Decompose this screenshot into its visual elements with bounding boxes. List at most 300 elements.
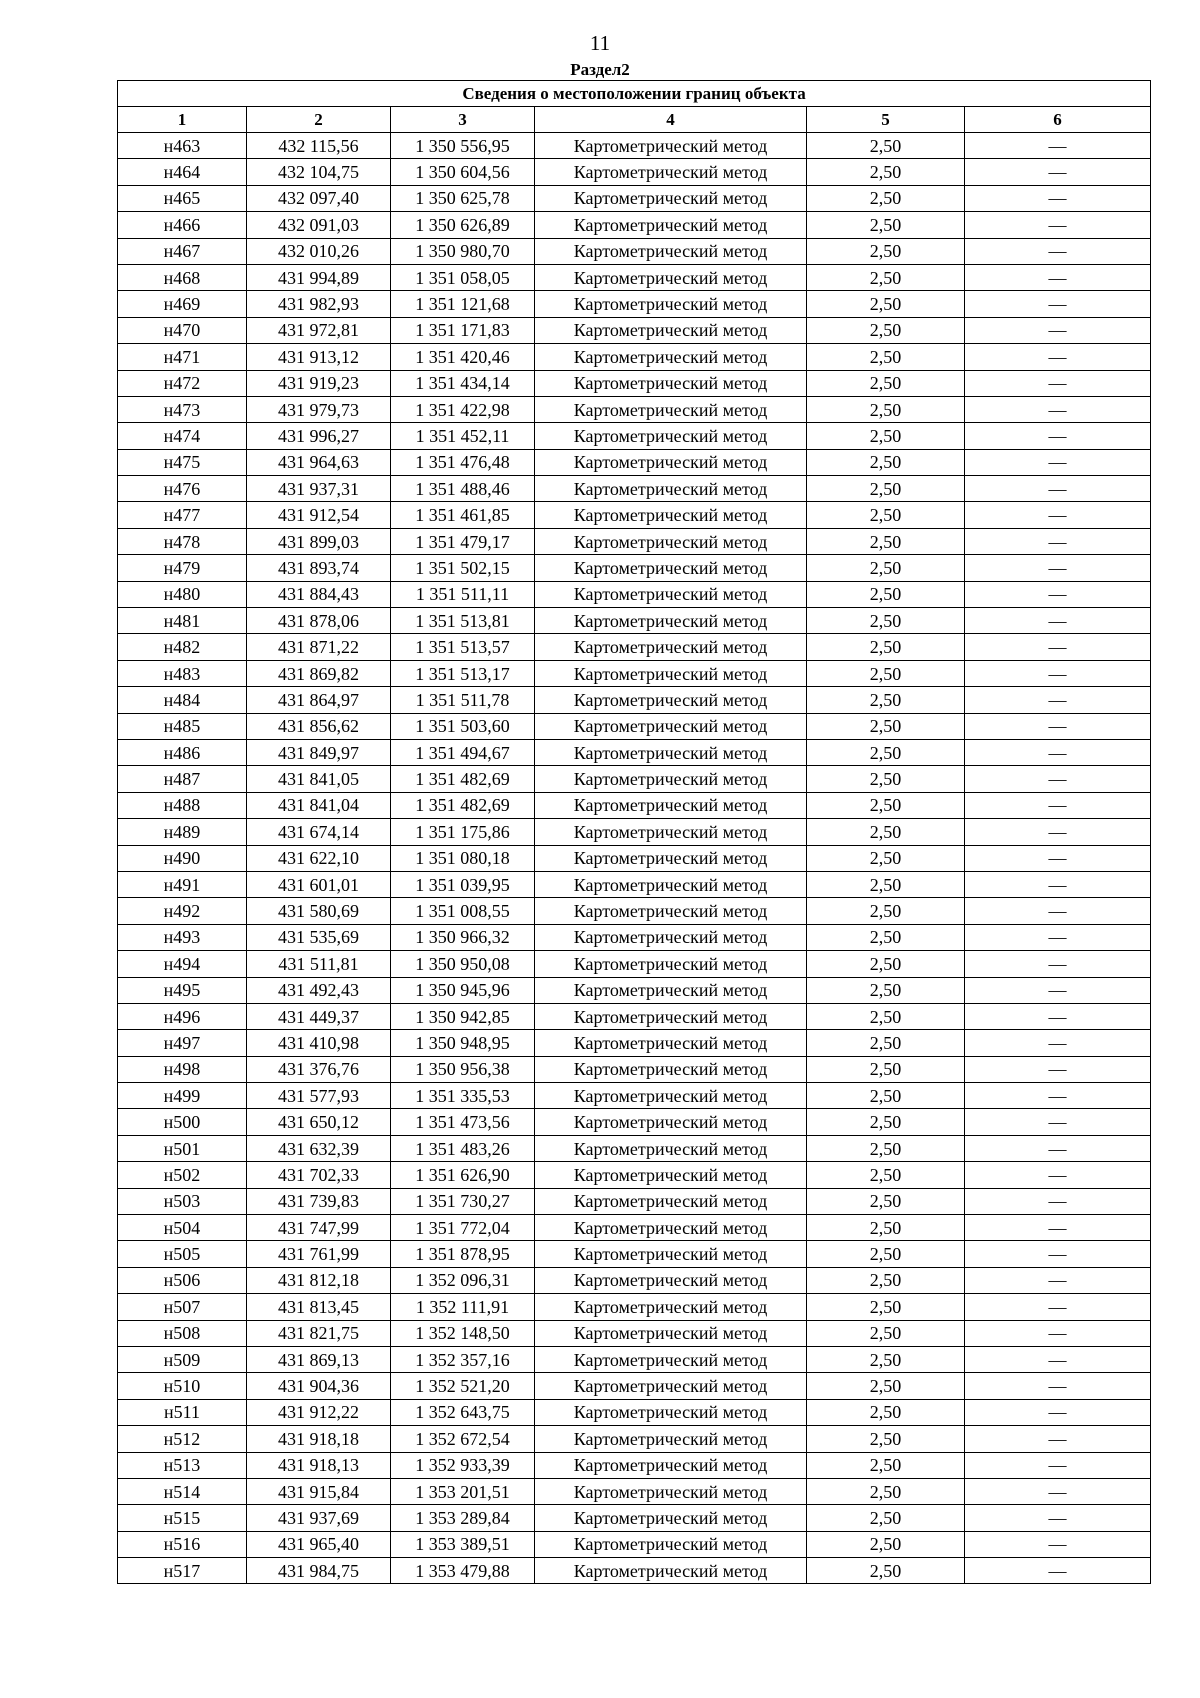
- description-cell: —: [965, 898, 1151, 924]
- description-cell: —: [965, 819, 1151, 845]
- x-coordinate-cell: 432 115,56: [247, 133, 391, 159]
- method-cell: Картометрический метод: [535, 185, 807, 211]
- x-coordinate-cell: 431 841,04: [247, 792, 391, 818]
- point-number-cell: н506: [118, 1267, 247, 1293]
- y-coordinate-cell: 1 351 476,48: [391, 449, 535, 475]
- x-coordinate-cell: 431 871,22: [247, 634, 391, 660]
- y-coordinate-cell: 1 350 956,38: [391, 1056, 535, 1082]
- point-number-cell: н469: [118, 291, 247, 317]
- table-row: [118, 212, 1151, 238]
- method-cell: Картометрический метод: [535, 555, 807, 581]
- table-row: [118, 1109, 1151, 1135]
- method-cell: Картометрический метод: [535, 1531, 807, 1557]
- x-coordinate-cell: 431 747,99: [247, 1215, 391, 1241]
- accuracy-cell: 2,50: [807, 1188, 965, 1214]
- method-cell: Картометрический метод: [535, 1267, 807, 1293]
- accuracy-cell: 2,50: [807, 1109, 965, 1135]
- table-row: [118, 608, 1151, 634]
- y-coordinate-cell: 1 351 502,15: [391, 555, 535, 581]
- method-cell: Картометрический метод: [535, 1241, 807, 1267]
- table-row: [118, 291, 1151, 317]
- y-coordinate-cell: 1 351 080,18: [391, 845, 535, 871]
- y-coordinate-cell: 1 353 479,88: [391, 1558, 535, 1584]
- y-coordinate-cell: 1 351 422,98: [391, 396, 535, 422]
- x-coordinate-cell: 431 622,10: [247, 845, 391, 871]
- x-coordinate-cell: 431 912,54: [247, 502, 391, 528]
- description-cell: —: [965, 608, 1151, 634]
- description-cell: —: [965, 555, 1151, 581]
- table-row: [118, 1320, 1151, 1346]
- description-cell: —: [965, 1558, 1151, 1584]
- point-number-cell: н492: [118, 898, 247, 924]
- table-row: [118, 396, 1151, 422]
- point-number-cell: н464: [118, 159, 247, 185]
- method-cell: Картометрический метод: [535, 502, 807, 528]
- accuracy-cell: 2,50: [807, 1426, 965, 1452]
- table-row: [118, 264, 1151, 290]
- accuracy-cell: 2,50: [807, 396, 965, 422]
- table-row: [118, 449, 1151, 475]
- table-row: [118, 1030, 1151, 1056]
- accuracy-cell: 2,50: [807, 1003, 965, 1029]
- accuracy-cell: 2,50: [807, 581, 965, 607]
- accuracy-cell: 2,50: [807, 1558, 965, 1584]
- table-row: [118, 1399, 1151, 1425]
- x-coordinate-cell: 431 601,01: [247, 871, 391, 897]
- table-body: [118, 133, 1151, 1584]
- column-header: 5: [807, 107, 965, 133]
- description-cell: —: [965, 845, 1151, 871]
- table-row: [118, 871, 1151, 897]
- y-coordinate-cell: 1 350 950,08: [391, 951, 535, 977]
- point-number-cell: н495: [118, 977, 247, 1003]
- accuracy-cell: 2,50: [807, 317, 965, 343]
- method-cell: Картометрический метод: [535, 1558, 807, 1584]
- y-coordinate-cell: 1 350 626,89: [391, 212, 535, 238]
- description-cell: —: [965, 264, 1151, 290]
- boundary-coordinates-table: [117, 80, 1151, 1584]
- x-coordinate-cell: 431 864,97: [247, 687, 391, 713]
- y-coordinate-cell: 1 352 096,31: [391, 1267, 535, 1293]
- x-coordinate-cell: 431 979,73: [247, 396, 391, 422]
- accuracy-cell: 2,50: [807, 739, 965, 765]
- method-cell: Картометрический метод: [535, 1135, 807, 1161]
- description-cell: —: [965, 185, 1151, 211]
- description-cell: —: [965, 660, 1151, 686]
- accuracy-cell: 2,50: [807, 977, 965, 1003]
- accuracy-cell: 2,50: [807, 1373, 965, 1399]
- point-number-cell: н510: [118, 1373, 247, 1399]
- y-coordinate-cell: 1 352 933,39: [391, 1452, 535, 1478]
- description-cell: —: [965, 1188, 1151, 1214]
- description-cell: —: [965, 634, 1151, 660]
- x-coordinate-cell: 431 511,81: [247, 951, 391, 977]
- method-cell: Картометрический метод: [535, 264, 807, 290]
- accuracy-cell: 2,50: [807, 449, 965, 475]
- description-cell: —: [965, 713, 1151, 739]
- point-number-cell: н504: [118, 1215, 247, 1241]
- y-coordinate-cell: 1 351 503,60: [391, 713, 535, 739]
- method-cell: Картометрический метод: [535, 1426, 807, 1452]
- accuracy-cell: 2,50: [807, 634, 965, 660]
- point-number-cell: н487: [118, 766, 247, 792]
- column-header: 1: [118, 107, 247, 133]
- description-cell: —: [965, 1452, 1151, 1478]
- accuracy-cell: 2,50: [807, 238, 965, 264]
- point-number-cell: н505: [118, 1241, 247, 1267]
- table-row: [118, 1083, 1151, 1109]
- accuracy-cell: 2,50: [807, 819, 965, 845]
- table-caption-row: [118, 81, 1151, 107]
- table-row: [118, 581, 1151, 607]
- table-row: [118, 898, 1151, 924]
- point-number-cell: н488: [118, 792, 247, 818]
- method-cell: Картометрический метод: [535, 792, 807, 818]
- table-row: [118, 238, 1151, 264]
- accuracy-cell: 2,50: [807, 528, 965, 554]
- y-coordinate-cell: 1 352 521,20: [391, 1373, 535, 1399]
- accuracy-cell: 2,50: [807, 1320, 965, 1346]
- accuracy-cell: 2,50: [807, 1478, 965, 1504]
- table-row: [118, 1373, 1151, 1399]
- point-number-cell: н489: [118, 819, 247, 845]
- table-row: [118, 1558, 1151, 1584]
- point-number-cell: н493: [118, 924, 247, 950]
- description-cell: —: [965, 1505, 1151, 1531]
- x-coordinate-cell: 431 856,62: [247, 713, 391, 739]
- point-number-cell: н477: [118, 502, 247, 528]
- column-header: 4: [535, 107, 807, 133]
- y-coordinate-cell: 1 350 604,56: [391, 159, 535, 185]
- method-cell: Картометрический метод: [535, 528, 807, 554]
- x-coordinate-cell: 431 996,27: [247, 423, 391, 449]
- y-coordinate-cell: 1 351 482,69: [391, 766, 535, 792]
- description-cell: —: [965, 1109, 1151, 1135]
- table-row: [118, 1003, 1151, 1029]
- table-row: [118, 1478, 1151, 1504]
- method-cell: Картометрический метод: [535, 871, 807, 897]
- method-cell: Картометрический метод: [535, 1215, 807, 1241]
- description-cell: —: [965, 528, 1151, 554]
- method-cell: Картометрический метод: [535, 766, 807, 792]
- table-row: [118, 819, 1151, 845]
- x-coordinate-cell: 431 919,23: [247, 370, 391, 396]
- point-number-cell: н500: [118, 1109, 247, 1135]
- y-coordinate-cell: 1 352 357,16: [391, 1346, 535, 1372]
- point-number-cell: н511: [118, 1399, 247, 1425]
- y-coordinate-cell: 1 353 289,84: [391, 1505, 535, 1531]
- point-number-cell: н471: [118, 344, 247, 370]
- y-coordinate-cell: 1 351 039,95: [391, 871, 535, 897]
- table-row: [118, 660, 1151, 686]
- y-coordinate-cell: 1 351 878,95: [391, 1241, 535, 1267]
- description-cell: —: [965, 1241, 1151, 1267]
- y-coordinate-cell: 1 350 980,70: [391, 238, 535, 264]
- method-cell: Картометрический метод: [535, 1056, 807, 1082]
- description-cell: —: [965, 133, 1151, 159]
- y-coordinate-cell: 1 353 201,51: [391, 1478, 535, 1504]
- y-coordinate-cell: 1 352 111,91: [391, 1294, 535, 1320]
- x-coordinate-cell: 431 812,18: [247, 1267, 391, 1293]
- x-coordinate-cell: 431 937,69: [247, 1505, 391, 1531]
- x-coordinate-cell: 431 984,75: [247, 1558, 391, 1584]
- x-coordinate-cell: 431 869,13: [247, 1346, 391, 1372]
- x-coordinate-cell: 431 492,43: [247, 977, 391, 1003]
- accuracy-cell: 2,50: [807, 291, 965, 317]
- table-row: [118, 370, 1151, 396]
- method-cell: Картометрический метод: [535, 1320, 807, 1346]
- point-number-cell: н467: [118, 238, 247, 264]
- accuracy-cell: 2,50: [807, 476, 965, 502]
- table-row: [118, 528, 1151, 554]
- y-coordinate-cell: 1 351 513,81: [391, 608, 535, 634]
- y-coordinate-cell: 1 353 389,51: [391, 1531, 535, 1557]
- description-cell: —: [965, 1083, 1151, 1109]
- accuracy-cell: 2,50: [807, 845, 965, 871]
- accuracy-cell: 2,50: [807, 660, 965, 686]
- method-cell: Картометрический метод: [535, 449, 807, 475]
- description-cell: —: [965, 1267, 1151, 1293]
- method-cell: Картометрический метод: [535, 1399, 807, 1425]
- accuracy-cell: 2,50: [807, 502, 965, 528]
- x-coordinate-cell: 431 913,12: [247, 344, 391, 370]
- y-coordinate-cell: 1 351 461,85: [391, 502, 535, 528]
- point-number-cell: н470: [118, 317, 247, 343]
- method-cell: Картометрический метод: [535, 581, 807, 607]
- description-cell: —: [965, 291, 1151, 317]
- x-coordinate-cell: 431 410,98: [247, 1030, 391, 1056]
- x-coordinate-cell: 431 918,18: [247, 1426, 391, 1452]
- point-number-cell: н478: [118, 528, 247, 554]
- y-coordinate-cell: 1 351 175,86: [391, 819, 535, 845]
- x-coordinate-cell: 431 915,84: [247, 1478, 391, 1504]
- point-number-cell: н509: [118, 1346, 247, 1372]
- description-cell: —: [965, 1003, 1151, 1029]
- point-number-cell: н497: [118, 1030, 247, 1056]
- description-cell: —: [965, 396, 1151, 422]
- point-number-cell: н507: [118, 1294, 247, 1320]
- method-cell: Картометрический метод: [535, 634, 807, 660]
- accuracy-cell: 2,50: [807, 1162, 965, 1188]
- y-coordinate-cell: 1 351 473,56: [391, 1109, 535, 1135]
- description-cell: —: [965, 977, 1151, 1003]
- accuracy-cell: 2,50: [807, 1452, 965, 1478]
- method-cell: Картометрический метод: [535, 344, 807, 370]
- description-cell: —: [965, 766, 1151, 792]
- accuracy-cell: 2,50: [807, 264, 965, 290]
- x-coordinate-cell: 431 449,37: [247, 1003, 391, 1029]
- point-number-cell: н481: [118, 608, 247, 634]
- method-cell: Картометрический метод: [535, 951, 807, 977]
- method-cell: Картометрический метод: [535, 1373, 807, 1399]
- y-coordinate-cell: 1 351 171,83: [391, 317, 535, 343]
- accuracy-cell: 2,50: [807, 713, 965, 739]
- description-cell: —: [965, 924, 1151, 950]
- accuracy-cell: 2,50: [807, 1346, 965, 1372]
- section-title: Раздел2: [570, 60, 630, 79]
- accuracy-cell: 2,50: [807, 792, 965, 818]
- description-cell: —: [965, 159, 1151, 185]
- table-row: [118, 317, 1151, 343]
- point-number-cell: н499: [118, 1083, 247, 1109]
- y-coordinate-cell: 1 351 058,05: [391, 264, 535, 290]
- point-number-cell: н479: [118, 555, 247, 581]
- y-coordinate-cell: 1 351 626,90: [391, 1162, 535, 1188]
- method-cell: Картометрический метод: [535, 687, 807, 713]
- point-number-cell: н494: [118, 951, 247, 977]
- table-row: [118, 185, 1151, 211]
- x-coordinate-cell: 431 982,93: [247, 291, 391, 317]
- point-number-cell: н515: [118, 1505, 247, 1531]
- point-number-cell: н513: [118, 1452, 247, 1478]
- accuracy-cell: 2,50: [807, 608, 965, 634]
- table-row: [118, 766, 1151, 792]
- description-cell: —: [965, 1215, 1151, 1241]
- y-coordinate-cell: 1 352 643,75: [391, 1399, 535, 1425]
- x-coordinate-cell: 431 965,40: [247, 1531, 391, 1557]
- point-number-cell: н483: [118, 660, 247, 686]
- y-coordinate-cell: 1 351 488,46: [391, 476, 535, 502]
- x-coordinate-cell: 431 821,75: [247, 1320, 391, 1346]
- description-cell: —: [965, 1478, 1151, 1504]
- point-number-cell: н514: [118, 1478, 247, 1504]
- y-coordinate-cell: 1 351 730,27: [391, 1188, 535, 1214]
- y-coordinate-cell: 1 350 966,32: [391, 924, 535, 950]
- x-coordinate-cell: 431 761,99: [247, 1241, 391, 1267]
- y-coordinate-cell: 1 351 513,57: [391, 634, 535, 660]
- method-cell: Картометрический метод: [535, 1109, 807, 1135]
- table-row: [118, 476, 1151, 502]
- accuracy-cell: 2,50: [807, 1531, 965, 1557]
- accuracy-cell: 2,50: [807, 1505, 965, 1531]
- y-coordinate-cell: 1 350 942,85: [391, 1003, 535, 1029]
- x-coordinate-cell: 431 912,22: [247, 1399, 391, 1425]
- description-cell: —: [965, 423, 1151, 449]
- table-row: [118, 792, 1151, 818]
- column-header: 3: [391, 107, 535, 133]
- description-cell: —: [965, 1320, 1151, 1346]
- x-coordinate-cell: 431 577,93: [247, 1083, 391, 1109]
- accuracy-cell: 2,50: [807, 1215, 965, 1241]
- description-cell: —: [965, 1399, 1151, 1425]
- accuracy-cell: 2,50: [807, 159, 965, 185]
- y-coordinate-cell: 1 350 556,95: [391, 133, 535, 159]
- method-cell: Картометрический метод: [535, 1083, 807, 1109]
- column-header: 6: [965, 107, 1151, 133]
- x-coordinate-cell: 431 869,82: [247, 660, 391, 686]
- x-coordinate-cell: 431 632,39: [247, 1135, 391, 1161]
- x-coordinate-cell: 432 091,03: [247, 212, 391, 238]
- x-coordinate-cell: 431 884,43: [247, 581, 391, 607]
- point-number-cell: н503: [118, 1188, 247, 1214]
- point-number-cell: н473: [118, 396, 247, 422]
- x-coordinate-cell: 431 918,13: [247, 1452, 391, 1478]
- y-coordinate-cell: 1 351 452,11: [391, 423, 535, 449]
- x-coordinate-cell: 431 893,74: [247, 555, 391, 581]
- x-coordinate-cell: 431 841,05: [247, 766, 391, 792]
- table-row: [118, 1135, 1151, 1161]
- method-cell: Картометрический метод: [535, 317, 807, 343]
- table-row: [118, 845, 1151, 871]
- method-cell: Картометрический метод: [535, 1346, 807, 1372]
- y-coordinate-cell: 1 350 948,95: [391, 1030, 535, 1056]
- description-cell: —: [965, 792, 1151, 818]
- point-number-cell: н496: [118, 1003, 247, 1029]
- y-coordinate-cell: 1 351 335,53: [391, 1083, 535, 1109]
- description-cell: —: [965, 317, 1151, 343]
- table-row: [118, 634, 1151, 660]
- method-cell: Картометрический метод: [535, 1188, 807, 1214]
- point-number-cell: н466: [118, 212, 247, 238]
- x-coordinate-cell: 431 994,89: [247, 264, 391, 290]
- point-number-cell: н472: [118, 370, 247, 396]
- y-coordinate-cell: 1 351 008,55: [391, 898, 535, 924]
- table-row: [118, 423, 1151, 449]
- description-cell: —: [965, 581, 1151, 607]
- point-number-cell: н516: [118, 1531, 247, 1557]
- point-number-cell: н501: [118, 1135, 247, 1161]
- accuracy-cell: 2,50: [807, 1030, 965, 1056]
- point-number-cell: н512: [118, 1426, 247, 1452]
- page-number: 11: [589, 31, 611, 55]
- accuracy-cell: 2,50: [807, 766, 965, 792]
- method-cell: Картометрический метод: [535, 713, 807, 739]
- accuracy-cell: 2,50: [807, 555, 965, 581]
- point-number-cell: н480: [118, 581, 247, 607]
- accuracy-cell: 2,50: [807, 1083, 965, 1109]
- method-cell: Картометрический метод: [535, 739, 807, 765]
- y-coordinate-cell: 1 351 772,04: [391, 1215, 535, 1241]
- x-coordinate-cell: 432 010,26: [247, 238, 391, 264]
- table-row: [118, 1531, 1151, 1557]
- x-coordinate-cell: 431 376,76: [247, 1056, 391, 1082]
- point-number-cell: н490: [118, 845, 247, 871]
- method-cell: Картометрический метод: [535, 1452, 807, 1478]
- accuracy-cell: 2,50: [807, 1135, 965, 1161]
- table-row: [118, 1294, 1151, 1320]
- y-coordinate-cell: 1 350 945,96: [391, 977, 535, 1003]
- x-coordinate-cell: 431 739,83: [247, 1188, 391, 1214]
- method-cell: Картометрический метод: [535, 924, 807, 950]
- point-number-cell: н465: [118, 185, 247, 211]
- description-cell: —: [965, 1135, 1151, 1161]
- x-coordinate-cell: 431 899,03: [247, 528, 391, 554]
- point-number-cell: н502: [118, 1162, 247, 1188]
- table-row: [118, 687, 1151, 713]
- description-cell: —: [965, 951, 1151, 977]
- table-row: [118, 133, 1151, 159]
- y-coordinate-cell: 1 351 420,46: [391, 344, 535, 370]
- method-cell: Картометрический метод: [535, 1294, 807, 1320]
- table-row: [118, 159, 1151, 185]
- table-row: [118, 1056, 1151, 1082]
- accuracy-cell: 2,50: [807, 1294, 965, 1320]
- y-coordinate-cell: 1 352 672,54: [391, 1426, 535, 1452]
- y-coordinate-cell: 1 351 482,69: [391, 792, 535, 818]
- description-cell: —: [965, 739, 1151, 765]
- x-coordinate-cell: 431 878,06: [247, 608, 391, 634]
- description-cell: —: [965, 344, 1151, 370]
- table-row: [118, 1452, 1151, 1478]
- description-cell: —: [965, 449, 1151, 475]
- accuracy-cell: 2,50: [807, 951, 965, 977]
- description-cell: —: [965, 212, 1151, 238]
- method-cell: Картометрический метод: [535, 898, 807, 924]
- description-cell: —: [965, 238, 1151, 264]
- point-number-cell: н498: [118, 1056, 247, 1082]
- point-number-cell: н517: [118, 1558, 247, 1584]
- y-coordinate-cell: 1 351 479,17: [391, 528, 535, 554]
